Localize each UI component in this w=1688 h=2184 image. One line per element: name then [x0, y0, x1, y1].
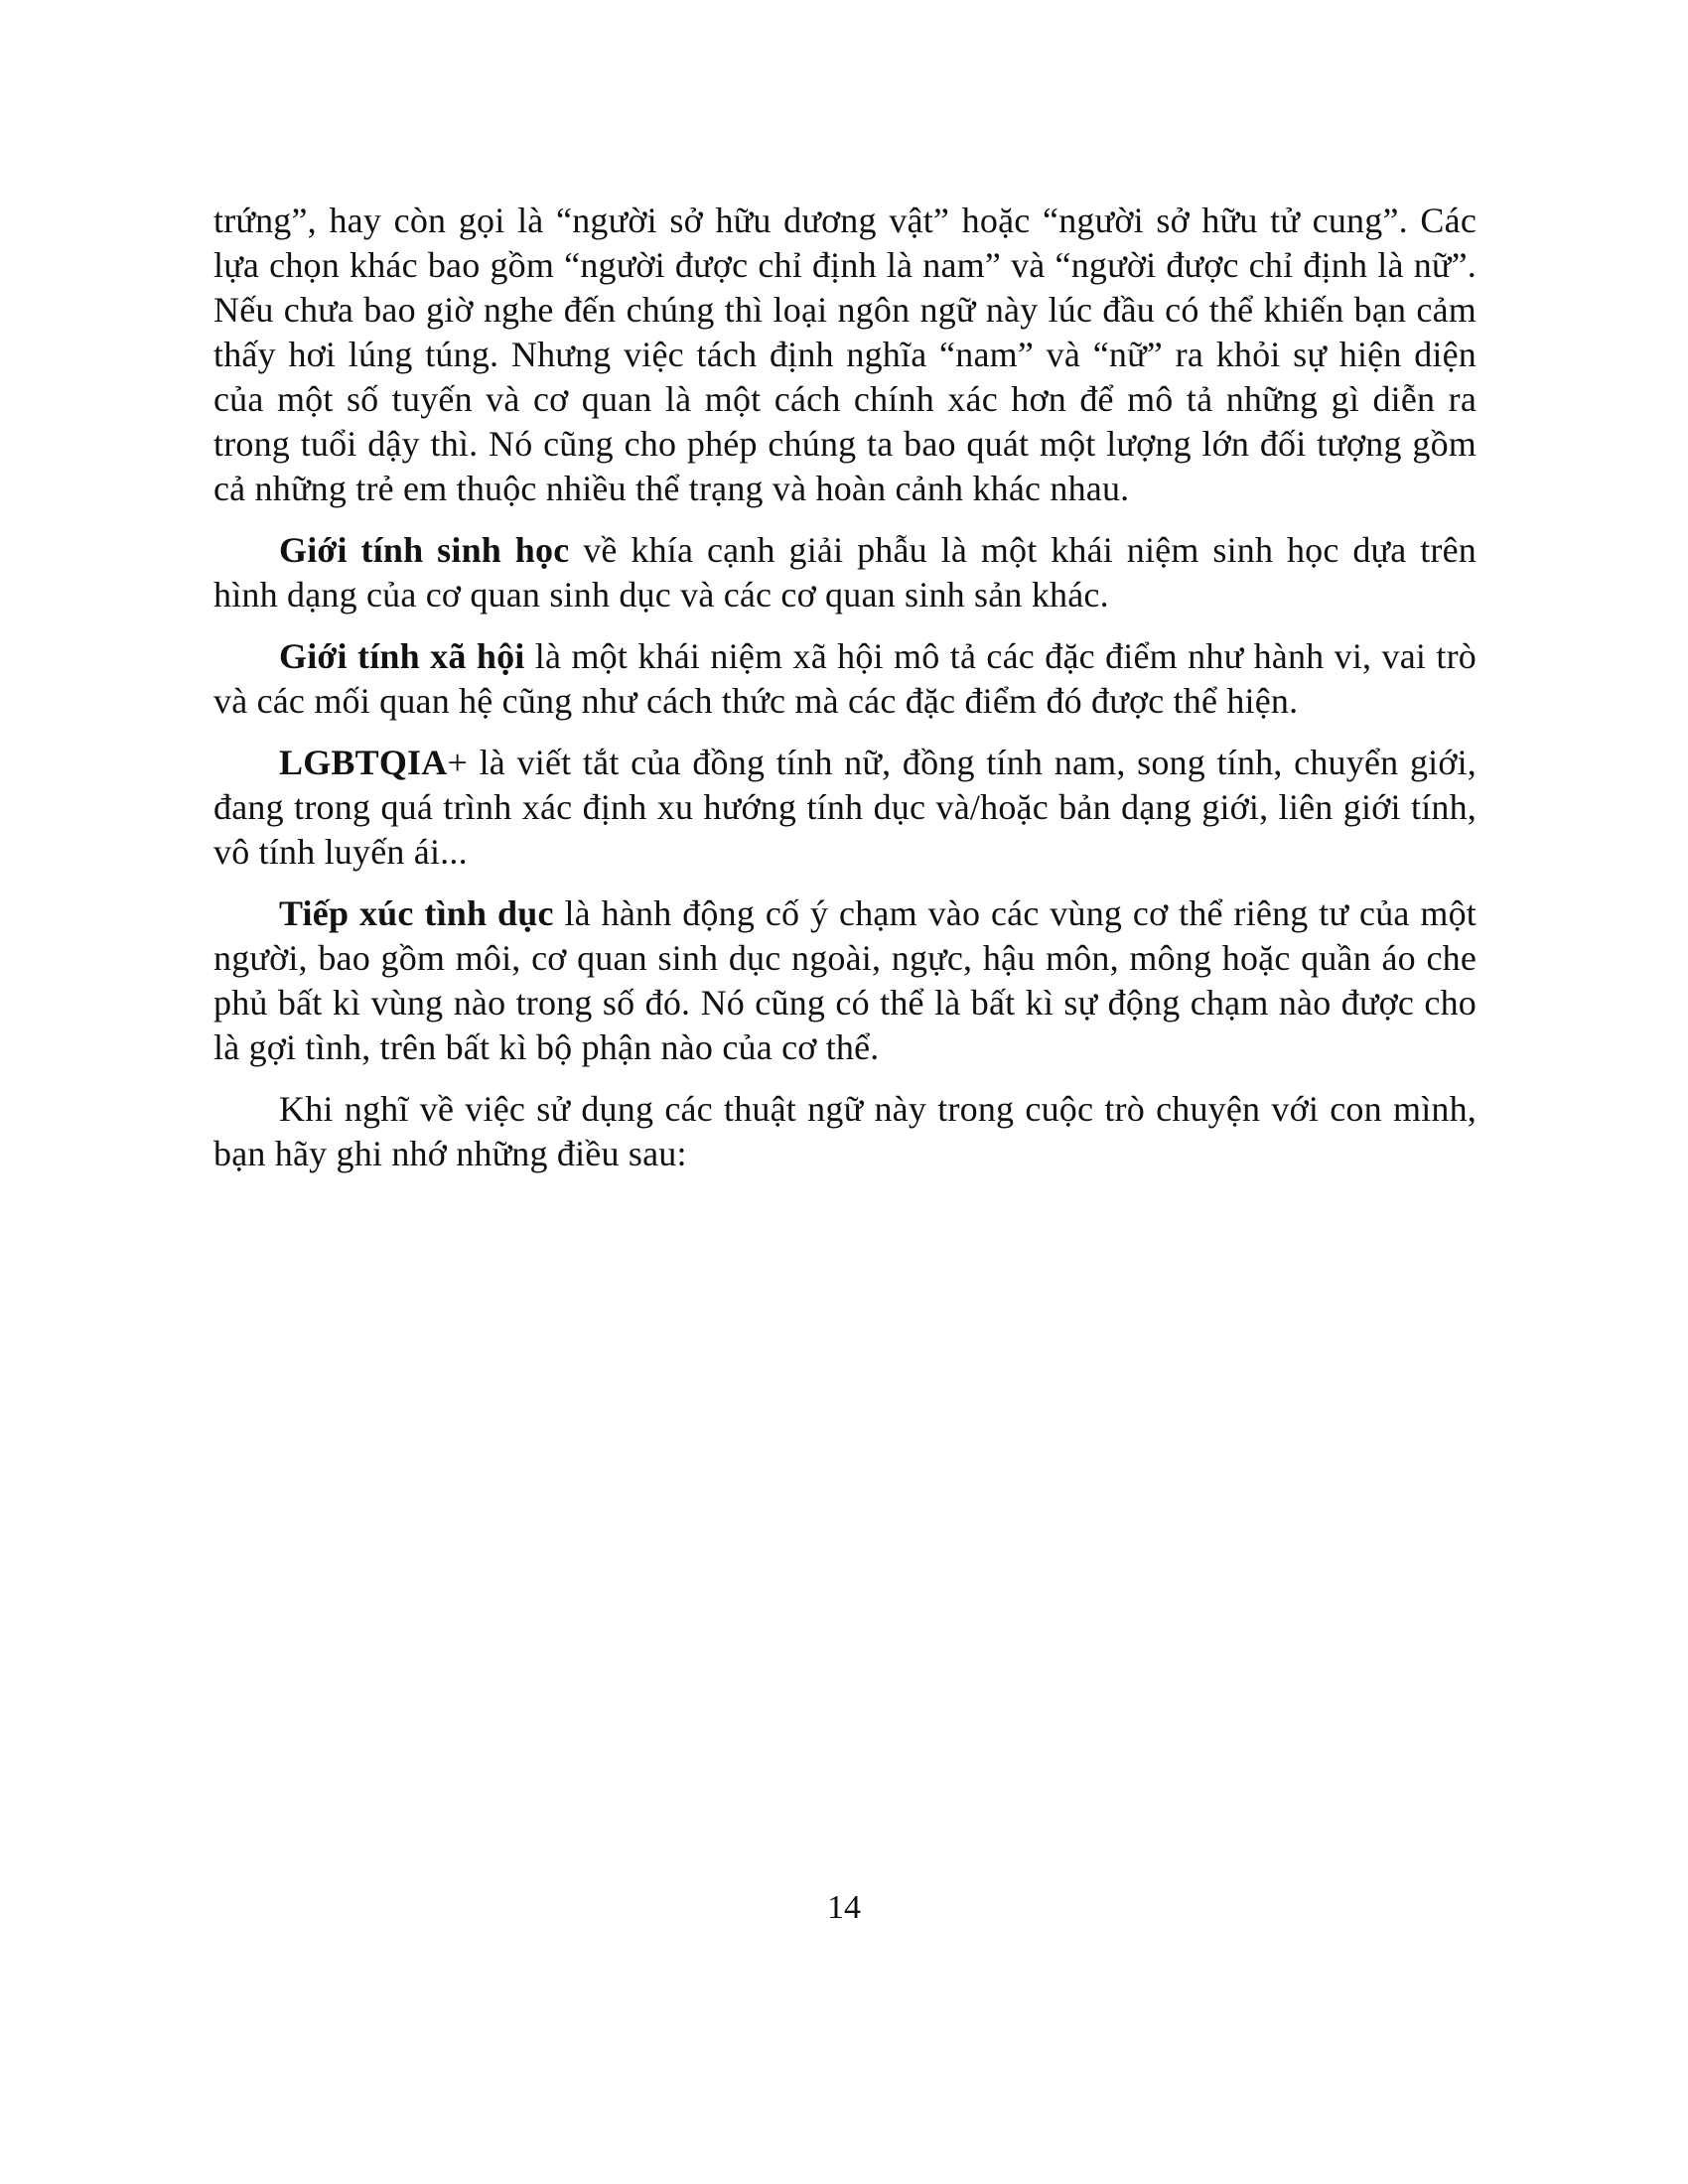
- term-bold: Tiếp xúc tình dục: [279, 893, 554, 933]
- term-bold: Giới tính sinh học: [279, 530, 570, 570]
- paragraph: [213, 199, 1477, 511]
- term-bold: Giới tính xã hội: [279, 636, 525, 676]
- page-number: 14: [827, 1889, 861, 1926]
- paragraph: [213, 1087, 1477, 1176]
- paragraph: [213, 634, 1477, 724]
- paragraph: [213, 528, 1477, 617]
- body-text: về khía cạnh giải phẫu là một khái niệm sinh học dựa trên hình dạng của cơ quan sinh dục và các cơ quan sinh sản khác.: [213, 530, 1477, 614]
- paragraph: [213, 891, 1477, 1070]
- body-text: là hành động cố ý chạm vào các vùng cơ thể riêng tư của một người, bao gồm môi, cơ quan sinh dục ngoài, ngực, hậu môn, mông hoặc quần áo che phủ bất kì vùng nào trong số đó. Nó cũng có thể là bất kì sự động chạm nào được cho là gợi tình, trên bất kì bộ phận nào của cơ thể.: [213, 893, 1477, 1067]
- body-text: trứng”, hay còn gọi là “người sở hữu dương vật” hoặc “người sở hữu tử cung”. Các lựa chọn khác bao gồm “người được chỉ định là nam” và “người được chỉ định là nữ”. Nếu chưa bao giờ nghe đến chúng thì loại ngôn ngữ này lúc đầu có thể khiến bạn cảm thấy hơi lúng túng. Nhưng việc tách định nghĩa “nam” và “nữ” ra khỏi sự hiện diện của một số tuyến và cơ quan là một cách chính xác hơn để mô tả những gì diễn ra trong tuổi dậy thì. Nó cũng cho phép chúng ta bao quát một lượng lớn đối tượng gồm cả những trẻ em thuộc nhiều thể trạng và hoàn cảnh khác nhau.: [213, 201, 1477, 508]
- term-bold: LGBTQIA: [279, 743, 448, 782]
- body-text: là một khái niệm xã hội mô tả các đặc điểm như hành vi, vai trò và các mối quan hệ cũng như cách thức mà các đặc điểm đó được thể hiện.: [213, 636, 1477, 721]
- body-text: + là viết tắt của đồng tính nữ, đồng tính nam, song tính, chuyển giới, đang trong quá trình xác định xu hướng tính dục và/hoặc bản dạng giới, liên giới tính, vô tính luyến ái...: [213, 743, 1477, 872]
- body-text: Khi nghĩ về việc sử dụng các thuật ngữ này trong cuộc trò chuyện với con mình, bạn hãy ghi nhớ những điều sau:: [213, 1089, 1477, 1173]
- paragraph: [213, 741, 1477, 875]
- text-block: [213, 199, 1477, 1193]
